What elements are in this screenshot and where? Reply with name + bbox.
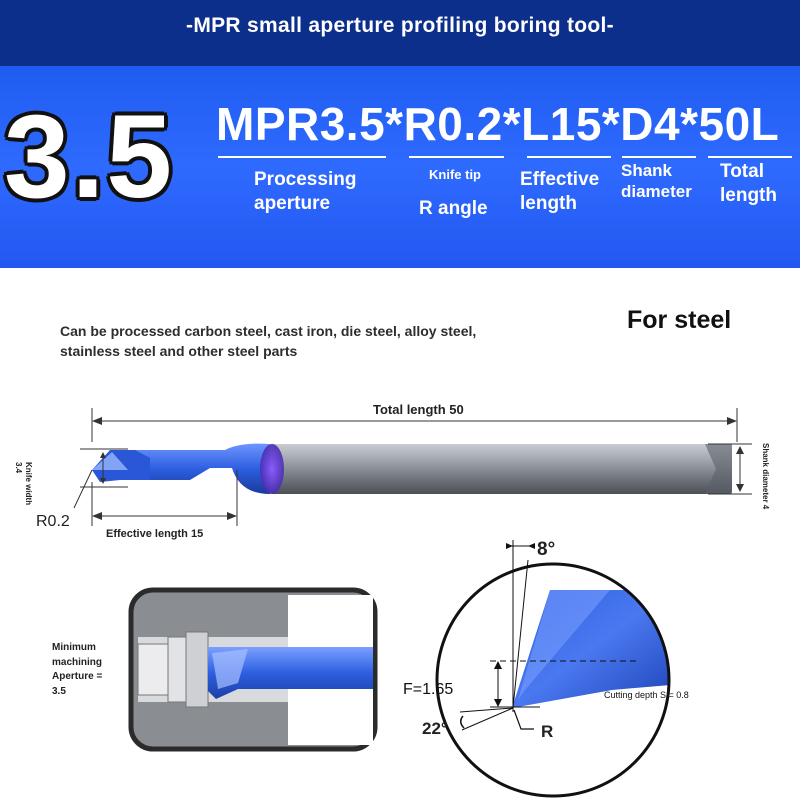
r02-label: R0.2 bbox=[36, 513, 70, 530]
page-title: -MPR small aperture profiling boring tool- bbox=[186, 14, 614, 37]
underline-total bbox=[708, 156, 792, 158]
label-knife-tip: Knife tip bbox=[429, 167, 481, 182]
min-aperture-label: Minimum machining Aperture = 3.5 bbox=[52, 642, 103, 697]
label-r-angle: R angle bbox=[419, 198, 488, 219]
materials-text: Can be processed carbon steel, cast iron, die steel, alloy steel, stainless steel and other steel parts bbox=[60, 323, 477, 360]
bore-diagram bbox=[128, 587, 378, 752]
shank-diameter-label: Shank diameter 4 bbox=[761, 443, 770, 510]
tool-shank bbox=[270, 444, 732, 494]
underline-shank bbox=[622, 156, 696, 158]
angle-8-label: 8° bbox=[537, 539, 556, 560]
label-shank-diameter: Shank diameter bbox=[621, 161, 692, 202]
total-length-label: Total length 50 bbox=[373, 402, 464, 417]
r-label: R bbox=[541, 722, 554, 741]
label-total-length: Total length bbox=[720, 161, 777, 206]
label-effective-length: Effective length bbox=[520, 169, 600, 214]
underline-processing bbox=[218, 156, 386, 158]
underline-effective bbox=[527, 156, 611, 158]
knife-width-label: Knife width 3.4 bbox=[14, 462, 33, 506]
tip-detail-diagram bbox=[400, 530, 800, 800]
for-steel-badge: For steel bbox=[627, 306, 732, 334]
underline-knife-tip bbox=[409, 156, 504, 158]
effective-length-label: Effective length 15 bbox=[106, 528, 204, 540]
aperture-number: 3.5 bbox=[4, 91, 175, 223]
model-code: MPR3.5*R0.2*L15*D4*50L bbox=[216, 98, 780, 150]
cutting-depth-label: Cutting depth S = 0.8 bbox=[604, 690, 689, 700]
f-label: F=1.65 bbox=[403, 681, 454, 698]
angle-22-label: 22° bbox=[422, 719, 448, 738]
label-processing-aperture: Processing aperture bbox=[254, 169, 357, 214]
